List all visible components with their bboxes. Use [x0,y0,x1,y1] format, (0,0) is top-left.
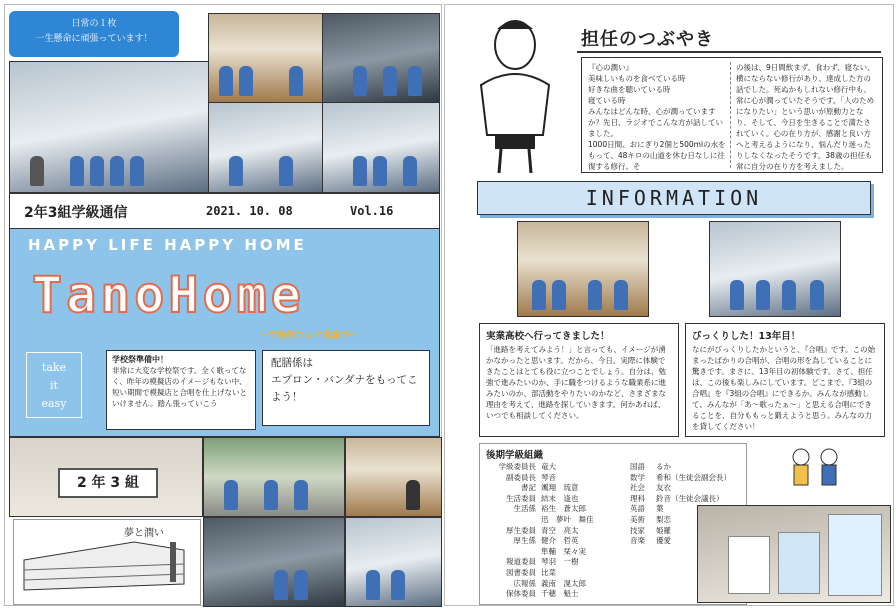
roster-row: 国語 るか [630,462,671,471]
teacher-column [581,57,883,173]
photo-room-1 [322,13,440,103]
photo-choir-practice [709,221,841,317]
roster-row: 迅 夢叶 舞佳 [541,514,594,524]
roster-row: 隼輔 栞々実 [541,546,586,556]
roster-row: 技家 姫羅 [630,525,671,535]
logo-title: TanoHome [32,266,305,324]
right-page [444,4,894,606]
information-banner [477,181,871,215]
school-building-illustration [14,520,200,604]
festival-note [106,350,256,430]
roster-row: 図書委員 比菜 [506,567,556,577]
visit-body: 「進路を考えてみよう！」と言っても、イメージが湧かなかったと思います。だから、今日、実際に体験できたことはとても役に立つことでしょう。自分は、勉強で進みたいのか、手に職をつけるような職業系に進みたいのか、部活動をやりたいのかなど、さまざまな理由を考えて、進路を探していきます。何かあれば、いつでも相談してください。 [486,345,666,420]
take-it-easy-badge [26,352,82,418]
roster-row: 副委員長 琴音 [506,472,556,482]
roster-row: 報道委員 琴羽 一樹 [506,557,579,567]
it-text: it [50,379,58,392]
title-underline [577,51,881,53]
roster-row: 厚生係 健介 哲英 [513,536,579,546]
teacher-col-1: 『心の潤い』 美味しいものを食べている時 好きな曲を聴いている時 寝ている時 みんなはどんな時、心が潤っていますか？先日、ラジオでこんな方が話していました。 1000日間、おにぎり2個と500mlの水をもって、48キロの山道を休む日なしに往復する修行。そ [588,63,726,170]
teacher-col-2: の後は、9日間飲まず、食わず、寝ない、横にならない修行があり、達成した方の話でした。死ぬかもしれない修行中も、常に心が潤っていたそうです。「人のためになりたい」という思いが原動力となり、そして、今日を生きることで満たされていく。心の在り方が、感謝と良い方へと考えるようになり、悩んだり迷ったりしなくなったそうです。38歳の担任も常に自分の在り方を考えました。 [736,63,875,170]
kids-chorus-illustration [785,443,845,503]
surprise-body: なにがびっくりしたかというと、『合唱』です。この始まったばかりの合唱が、合唱の形を為していることに驚きです。まさに、13年目の初体験です。さて、担任は、この後も楽しみにしています。どこまで、『3組の合唱』を『3組の合唱』にできるか。みんなが感動して、みんなが「あ～歌ったぁ～」と思える合唱にできることを、自分ももっと鍛えようと思う。みんなの力を貸してください！ [692,345,876,431]
surprise-article [685,323,885,437]
photo-room-2 [208,102,323,193]
photo-blackboard [697,505,891,603]
roster-row: 英語 葉 [630,504,664,514]
photo-workshop [9,61,209,193]
banner-title: 2年3組学級通信 [24,205,128,221]
roster-row: 生活委員 結末 逢也 [506,493,579,503]
poster [778,532,820,594]
roster-row: 美術 梨恋 [630,514,671,524]
photo-computer-room [345,517,442,607]
happy-slogan: HAPPY LIFE HAPPY HOME [28,236,307,254]
logo-subtitle: ～学校祭フェア実施中～ [260,331,359,341]
roster-row: 音楽 優愛 [630,536,671,546]
classroom-sign: 2 年 3 組 [58,468,158,498]
note-line-1: 日常の１枚 [71,19,117,29]
photo-gym [345,437,442,517]
roster-row: 学級委員長 竜大 [498,462,556,471]
roster-left [486,462,628,600]
duty-note [262,350,430,426]
roster-row: 広報係 義南 滉太郎 [513,578,586,588]
masthead-panel [9,193,440,437]
roster-row: 厚生委員 青空 亮太 [506,525,579,535]
poster [828,514,882,596]
take-text: take [41,361,67,374]
festival-body: 非常に大変な学校祭です。全く歌ってなく、昨年の模擬店のイメージもない中、短い期間で模擬店と合唱を仕上げないといけません。踏ん張っていこう [112,366,247,408]
school-sketch [13,519,201,605]
photo-corridor [203,437,345,517]
banner-vol: Vol.16 [350,204,394,218]
duty-text: 配膳係は エプロン・バンダナをもってこよう！ [271,357,418,403]
left-page [4,4,442,606]
teacher-caricature [469,15,561,175]
easy-text: easy [41,397,67,410]
photo-room-3 [322,102,440,193]
dream-caption: 夢と潤い [124,528,164,539]
banner-bar [10,194,439,229]
roster-row: 生活係 裕生 蒼太郎 [513,504,586,514]
information-title: INFORMATION [585,186,763,210]
photo-shop [203,517,345,607]
photo-classroom-sign [9,437,203,517]
festival-title: 学校祭準備中！ [112,355,168,364]
visit-article [479,323,679,437]
surprise-title: びっくりした！13年目！ [692,331,801,342]
visit-title: 実業高校へ行ってきました！ [486,331,610,342]
roster-row: 社会 友衣 [630,483,671,493]
daily-photo-note [9,11,179,57]
roster-row: 数学 希和（生徒会副会長） [630,472,731,482]
roster-title: 後期学級組織 [486,450,544,461]
teacher-column-title: 担任のつぶやき [581,29,714,50]
note-line-2: 一生懸命に頑張っています！ [35,34,153,44]
roster-row: 保体委員 千穂 魁士 [506,589,579,599]
banner-date: 2021. 10. 08 [206,204,293,218]
roster-row: 書記 颯翔 琉意 [521,483,579,493]
poster [728,536,770,594]
photo-hallway [208,13,323,103]
photo-school-gym [517,221,649,317]
roster-row: 理科 鈴音（生徒会議長） [630,493,724,503]
column-divider [730,62,731,168]
